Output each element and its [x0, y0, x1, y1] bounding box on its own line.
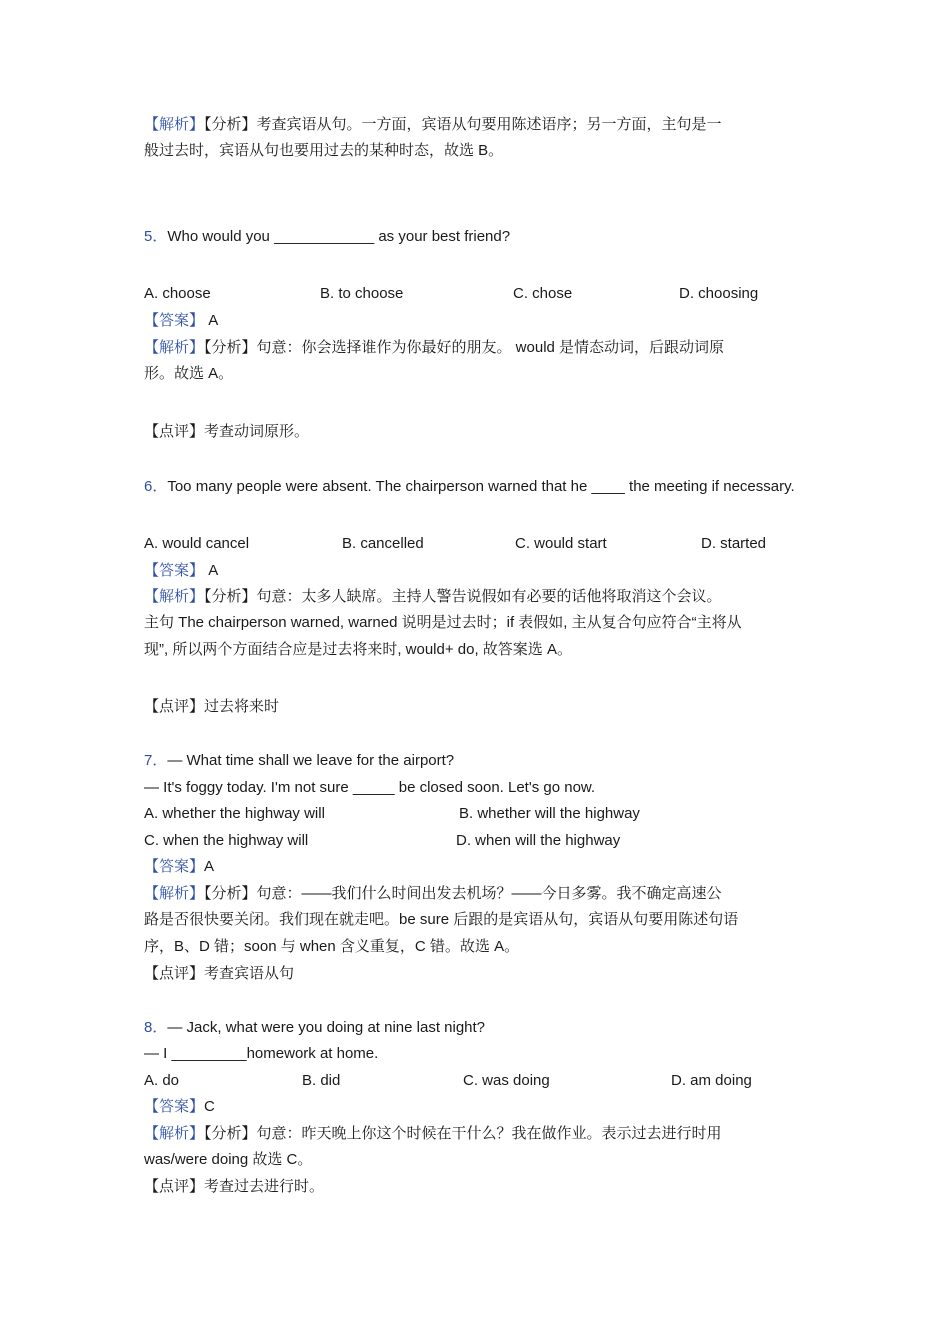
question-7: [144, 748, 454, 774]
option-b: B. cancelled: [342, 535, 424, 552]
q8-dialog-line2: — I _________homework at home.: [144, 1045, 379, 1062]
q8-answer: [144, 1094, 215, 1120]
option-d: D. choosing: [679, 285, 759, 302]
q7-analysis-line3: 序，B、D 错；soon 与 when 含义重复，C 错。故选 A。: [144, 938, 520, 955]
q7-analysis-line2: 路是否很快要关闭。我们现在就走吧。be sure 后跟的是宾语从句，宾语从句要用陈述句语: [144, 911, 739, 928]
answer-tag: 【答案】: [144, 562, 205, 579]
intro-analysis-line1: [144, 112, 722, 138]
question-number: 7．: [144, 752, 168, 769]
analysis-tag: 【解析】: [144, 1125, 205, 1142]
analysis-text: 【分析】句意：你会选择谁作为你最好的朋友。 would 是情态动词，后跟动词原: [204, 339, 725, 356]
option-b: B. whether will the highway: [459, 805, 640, 822]
option-b: B. did: [302, 1072, 341, 1089]
q7-options-row1: [144, 801, 808, 827]
intro-analysis-line2: 般过去时，宾语从句也要用过去的某种时态，故选 B。: [144, 142, 504, 159]
question-6: [144, 474, 795, 500]
q5-options: [144, 281, 808, 307]
question-text: — Jack, what were you doing at nine last night?: [167, 1019, 486, 1036]
question-8: [144, 1015, 485, 1041]
answer-value: A: [204, 858, 215, 875]
q6-comment: 【点评】过去将来时: [144, 698, 280, 715]
question-number: 5．: [144, 228, 168, 245]
q6-analysis-line1: [144, 584, 722, 610]
analysis-text: 【分析】考查宾语从句。一方面，宾语从句要用陈述语序；另一方面，主句是一: [204, 116, 722, 133]
option-b: B. to choose: [320, 285, 404, 302]
analysis-text: 【分析】句意：——我们什么时间出发去机场？——今日多雾。我不确定高速公: [204, 885, 722, 902]
option-d: D. when will the highway: [456, 832, 621, 849]
q6-answer: [144, 558, 218, 584]
question-5: [144, 224, 510, 250]
q6-analysis-line3: 现”, 所以两个方面结合应是过去将来时, would+ do, 故答案选 A。: [144, 641, 572, 658]
q7-comment: 【点评】考查宾语从句: [144, 965, 295, 982]
q7-answer: [144, 854, 214, 880]
analysis-tag: 【解析】: [144, 116, 205, 133]
q6-options: [144, 531, 808, 557]
q8-comment: 【点评】考查过去进行时。: [144, 1178, 325, 1195]
question-text: Too many people were absent. The chairperson warned that he ____ the meeting if necessary.: [167, 478, 795, 495]
answer-value: A: [208, 312, 219, 329]
option-a: A. choose: [144, 285, 211, 302]
option-a: A. would cancel: [144, 535, 250, 552]
q8-analysis-line2: was/were doing 故选 C。: [144, 1151, 313, 1168]
q5-analysis-line2: 形。故选 A。: [144, 365, 234, 382]
q7-options-row2: [144, 828, 808, 854]
option-c: C. chose: [513, 285, 573, 302]
option-c: C. would start: [515, 535, 607, 552]
analysis-text: 【分析】句意：太多人缺席。主持人警告说假如有必要的话他将取消这个会议。: [204, 588, 722, 605]
q5-analysis-line1: [144, 335, 724, 361]
q6-analysis-line2: 主句 The chairperson warned, warned 说明是过去时；if 表假如, 主从复合句应符合“主将从: [144, 614, 742, 631]
q5-comment: 【点评】考查动词原形。: [144, 423, 310, 440]
analysis-tag: 【解析】: [144, 885, 205, 902]
analysis-tag: 【解析】: [144, 339, 205, 356]
q8-analysis-line1: [144, 1121, 722, 1147]
answer-value: A: [208, 562, 219, 579]
question-text: Who would you ____________ as your best friend?: [167, 228, 511, 245]
question-text: — What time shall we leave for the airport?: [167, 752, 455, 769]
option-a: A. do: [144, 1072, 180, 1089]
option-a: A. whether the highway will: [144, 805, 325, 822]
q8-options: [144, 1068, 808, 1094]
option-d: D. started: [701, 535, 767, 552]
analysis-text: 【分析】句意：昨天晚上你这个时候在干什么？我在做作业。表示过去进行时用: [204, 1125, 722, 1142]
answer-tag: 【答案】: [144, 858, 205, 875]
option-d: D. am doing: [671, 1072, 752, 1089]
analysis-tag: 【解析】: [144, 588, 205, 605]
q5-answer: [144, 308, 218, 334]
q7-dialog-line2: — It's foggy today. I'm not sure _____ be closed soon. Let's go now.: [144, 779, 596, 796]
q7-analysis-line1: [144, 881, 722, 907]
question-number: 6．: [144, 478, 168, 495]
option-c: C. when the highway will: [144, 832, 309, 849]
answer-tag: 【答案】: [144, 312, 205, 329]
answer-tag: 【答案】: [144, 1098, 205, 1115]
question-number: 8．: [144, 1019, 168, 1036]
answer-value: C: [204, 1098, 215, 1115]
option-c: C. was doing: [463, 1072, 550, 1089]
